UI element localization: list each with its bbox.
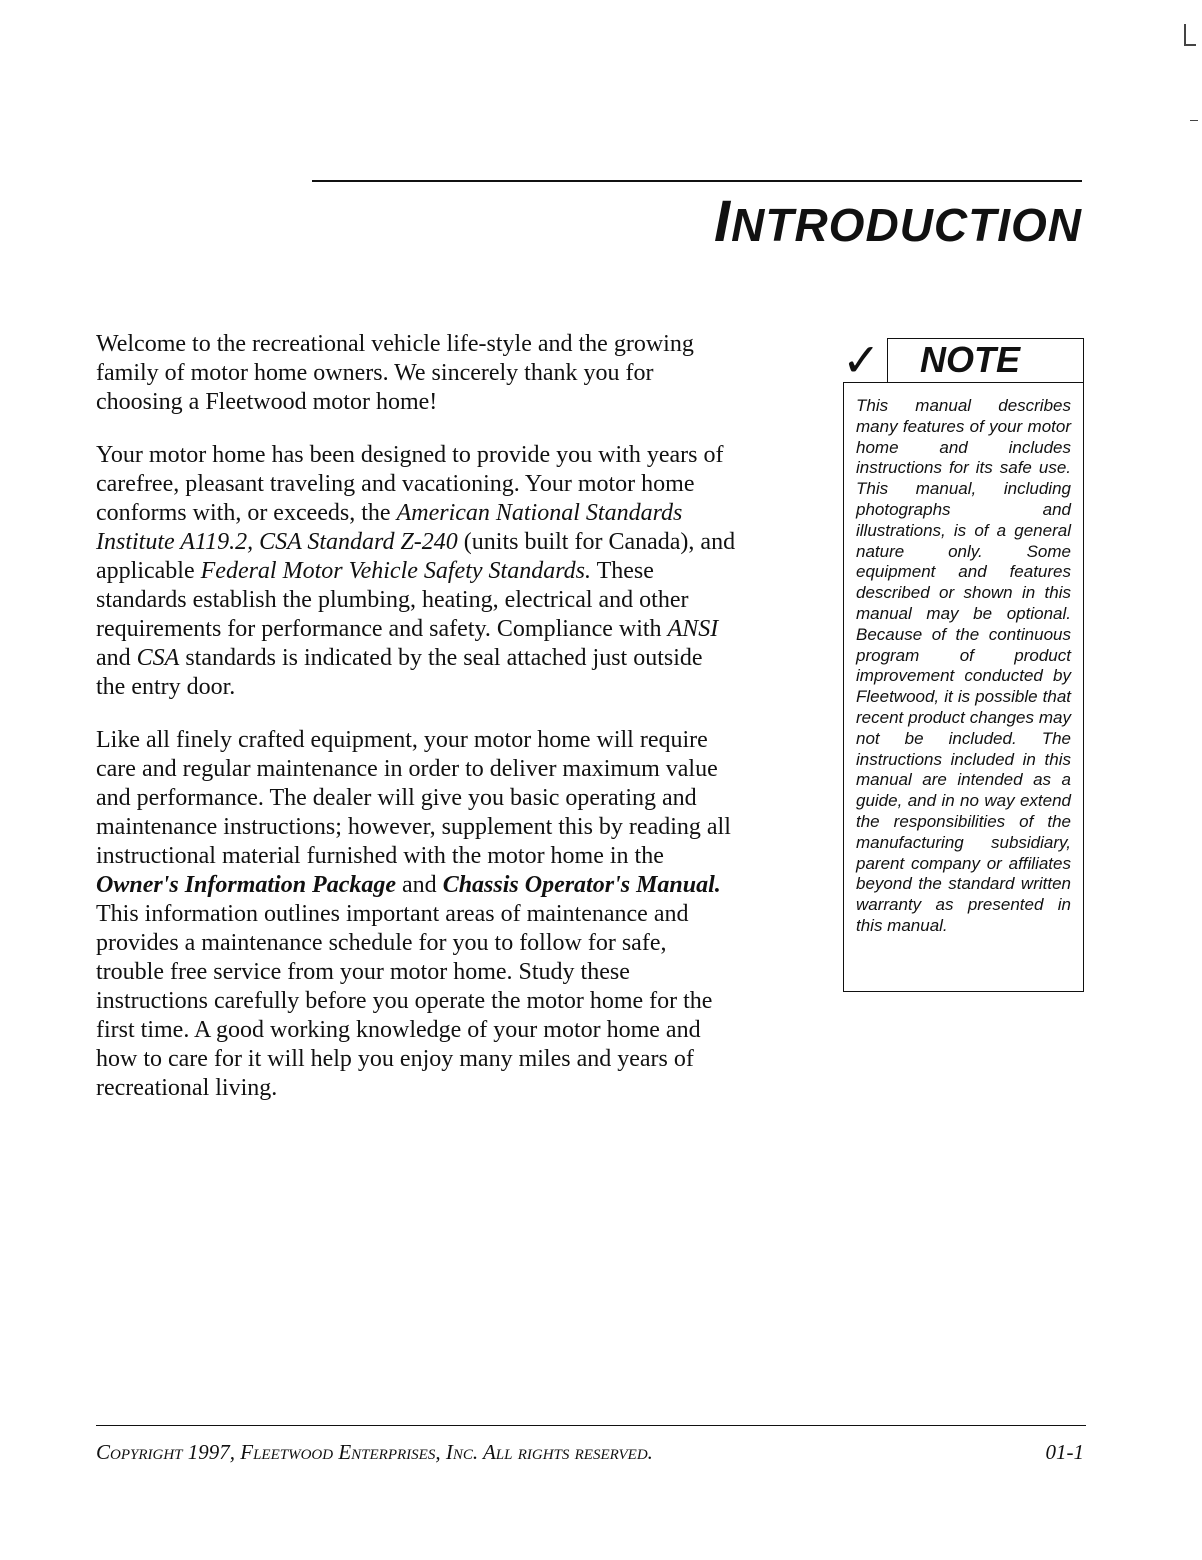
- scan-edge-mark: [1190, 120, 1198, 121]
- standard-name: CSA: [136, 645, 180, 671]
- text-span: (units built for Canada), and applicable: [96, 529, 736, 584]
- standard-name: Federal Motor Vehicle Safety Standards.: [200, 558, 591, 584]
- footer-rule: [96, 1425, 1086, 1426]
- text-span: and: [96, 645, 137, 671]
- page-title-initial: I: [714, 189, 732, 254]
- scan-edge-mark: [1186, 44, 1196, 46]
- checkmark-icon: ✓: [842, 333, 881, 387]
- note-box: [843, 382, 1084, 992]
- text-span: These standards establish the plumbing, heating, electrical and other requirements for performance and safety. Compliance with: [96, 558, 689, 642]
- note-label: NOTE: [920, 339, 1021, 380]
- paragraph-welcome: Welcome to the recreational vehicle life-style and the growing family of motor home owners. We sincerely thank you for choosing a Fleetwood motor home!: [96, 331, 694, 415]
- text-span: Like all finely crafted equipment, your motor home will require care and regular maintenance in order to deliver maximum value and performance. The dealer will give you basic operating and maintenance instructions; however, supplement this by reading all instructional material furnished with the motor home in the: [96, 727, 731, 869]
- text-span: standards is indicated by the seal attached just outside the entry door.: [96, 645, 703, 700]
- text-span: and: [396, 872, 443, 898]
- standard-name: American National Standards Institute A119.2, CSA Standard Z-240: [96, 500, 683, 555]
- page-number: 01-1: [1045, 1440, 1084, 1464]
- footer-copyright: Copyright 1997, Fleetwood Enterprises, Inc. All rights reserved.: [96, 1440, 653, 1464]
- note-text: This manual describes many features of your motor home and includes instructions for its safe use. This manual, including photographs and illustrations, is of a general nature only. Some equipment and features described or shown in this manual may be optional. Because of the continuous program of product improvement conducted by Fleetwood, it is possible that recent product changes may not be included. The instructions included in this manual are intended as a guide, and in no way extend the responsibilities of the manufacturing subsidiary, parent company or affiliates beyond the standard written warranty as presented in this manual.: [856, 396, 1071, 935]
- manual-title: Chassis Operator's Manual.: [442, 872, 721, 898]
- paragraph-maintenance: [96, 726, 736, 1103]
- scan-edge-mark: [1184, 24, 1186, 46]
- text-span: Your motor home has been designed to provide you with years of carefree, pleasant traveling and vacationing. Your motor home conforms with, or exceeds, the: [96, 442, 724, 526]
- standard-name: ANSI: [667, 616, 719, 642]
- page-title-rest: NTRODUCTION: [731, 199, 1082, 251]
- body-text: [96, 330, 736, 1127]
- title-rule: [312, 180, 1082, 182]
- page-title: [714, 190, 1082, 254]
- manual-title: Owner's Information Package: [96, 872, 397, 898]
- paragraph-standards: [96, 441, 736, 702]
- text-span: This information outlines important areas of maintenance and provides a maintenance schedule for you to follow for safe, trouble free service from your motor home. Study these instructions carefully before you operate the motor home for the first time. A good working knowledge of your motor home and how to care for it will help you enjoy many miles and years of recreational living.: [96, 901, 713, 1101]
